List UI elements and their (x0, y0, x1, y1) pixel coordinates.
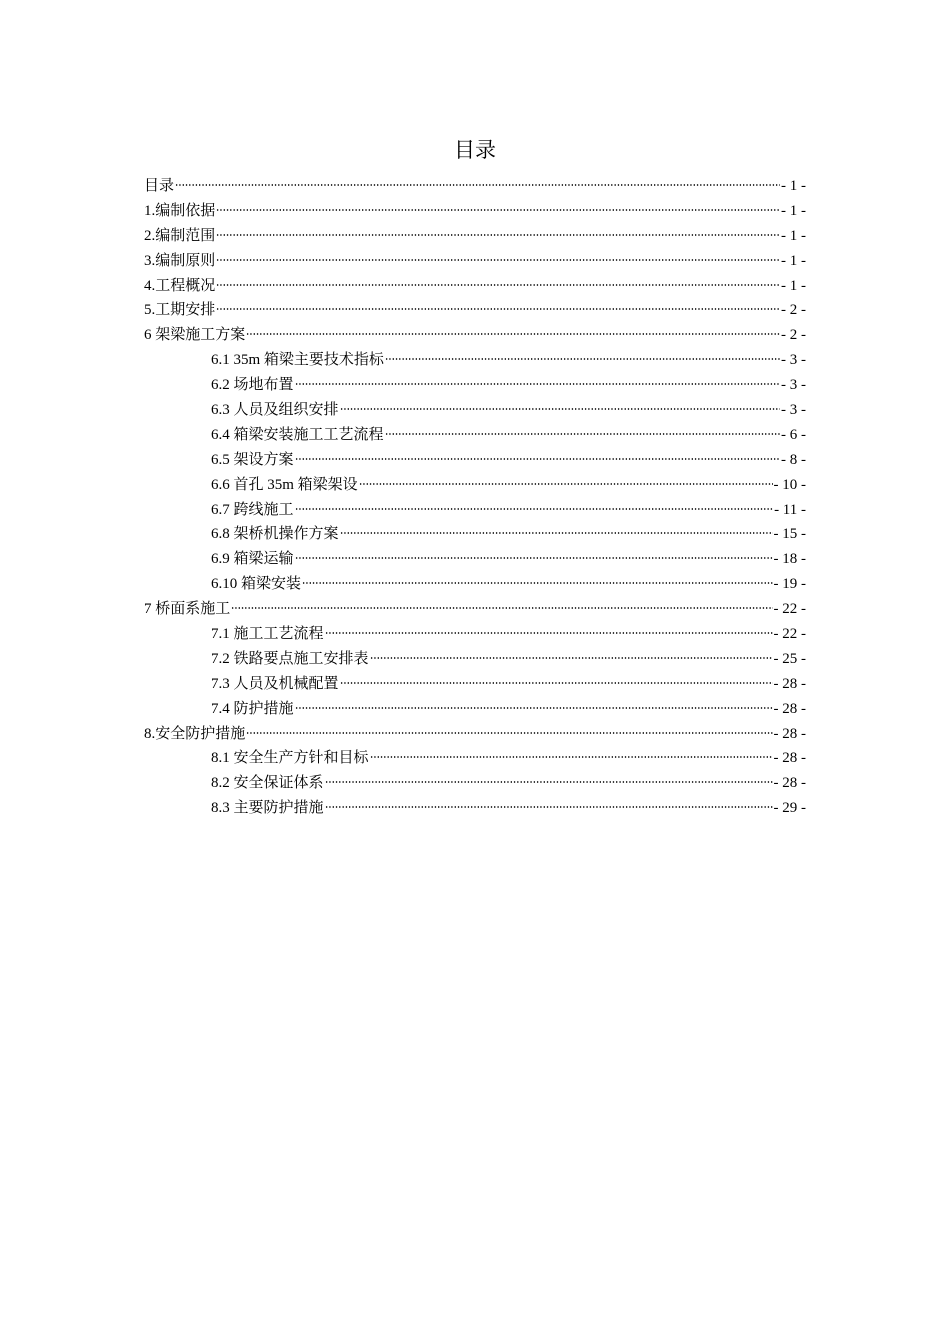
toc-entry-page-number: - 22 - (773, 601, 806, 618)
toc-entry-title: 6.5 架设方案 (211, 451, 294, 468)
dot-leader (216, 208, 780, 212)
toc-entry[interactable] (144, 572, 806, 597)
toc-entry-page-number: - 8 - (781, 451, 806, 468)
toc-entry[interactable] (144, 498, 806, 523)
toc-entry[interactable] (144, 373, 806, 398)
toc-entry-title: 7.3 人员及机械配置 (211, 675, 339, 692)
dot-leader (295, 382, 780, 386)
toc-entry-title: 7 桥面系施工 (144, 601, 231, 618)
toc-title: 目录 (454, 138, 496, 162)
toc-entry-page-number: - 3 - (781, 352, 806, 369)
dot-leader (216, 307, 780, 311)
toc-entry-page-number: - 10 - (773, 476, 806, 493)
dot-leader (302, 581, 772, 585)
toc-entry[interactable] (144, 274, 806, 299)
dot-leader (295, 457, 780, 461)
toc-entry-title: 6 架梁施工方案 (144, 327, 246, 344)
toc-entry-page-number: - 2 - (781, 327, 806, 344)
toc-entry[interactable] (144, 697, 806, 722)
toc-entry-title: 5.工期安排 (144, 302, 216, 319)
toc-entry[interactable] (144, 298, 806, 323)
toc-entry[interactable] (144, 348, 806, 373)
toc-entry-page-number: - 28 - (773, 725, 806, 742)
toc-entry[interactable] (144, 448, 806, 473)
dot-leader (216, 233, 780, 237)
toc-entry-title: 7.4 防护措施 (211, 700, 294, 717)
dot-leader (295, 556, 773, 560)
toc-entry-page-number: - 28 - (773, 750, 806, 767)
toc-entry-title: 6.3 人员及组织安排 (211, 402, 339, 419)
toc-entry-page-number: - 2 - (781, 302, 806, 319)
toc-entry[interactable] (144, 746, 806, 771)
toc-entry[interactable] (144, 473, 806, 498)
toc-entry-page-number: - 1 - (781, 252, 806, 269)
toc-entry-page-number: - 28 - (773, 700, 806, 717)
toc-entry-page-number: - 11 - (774, 501, 806, 518)
dot-leader (359, 482, 773, 486)
toc-entry-title: 8.1 安全生产方针和目标 (211, 750, 369, 767)
toc-entry[interactable] (144, 597, 806, 622)
toc-entry-title: 7.1 施工工艺流程 (211, 626, 324, 643)
toc-entry-title: 6.4 箱梁安装施工工艺流程 (211, 426, 384, 443)
toc-entry[interactable] (144, 199, 806, 224)
dot-leader (385, 432, 780, 436)
toc-entry-title: 4.工程概况 (144, 277, 216, 294)
toc-entry-page-number: - 3 - (781, 377, 806, 394)
toc-entry-title: 8.2 安全保证体系 (211, 775, 324, 792)
toc-entry[interactable] (144, 722, 806, 747)
toc-entry-title: 6.1 35m 箱梁主要技术指标 (211, 352, 384, 369)
toc-entry[interactable] (144, 672, 806, 697)
toc-entry[interactable] (144, 323, 806, 348)
toc-entry-page-number: - 29 - (773, 800, 806, 817)
toc-entry[interactable] (144, 423, 806, 448)
toc-entry-page-number: - 1 - (781, 202, 806, 219)
dot-leader (340, 681, 773, 685)
dot-leader (340, 531, 773, 535)
toc-entry-title: 2.编制范围 (144, 227, 216, 244)
toc-entry-page-number: - 6 - (781, 426, 806, 443)
dot-leader (216, 283, 780, 287)
toc-entry-title: 6.7 跨线施工 (211, 501, 294, 518)
toc-entry[interactable] (144, 771, 806, 796)
dot-leader (295, 706, 773, 710)
toc-entry-page-number: - 22 - (773, 626, 806, 643)
toc-list (144, 174, 806, 821)
toc-entry-title: 1.编制依据 (144, 202, 216, 219)
dot-leader (175, 183, 780, 187)
toc-entry[interactable] (144, 398, 806, 423)
dot-leader (246, 731, 772, 735)
toc-entry[interactable] (144, 174, 806, 199)
toc-entry[interactable] (144, 622, 806, 647)
toc-entry-title: 6.10 箱梁安装 (211, 576, 302, 593)
toc-entry-page-number: - 28 - (773, 675, 806, 692)
toc-entry-title: 6.8 架桥机操作方案 (211, 526, 339, 543)
dot-leader (231, 606, 772, 610)
dot-leader (370, 656, 773, 660)
dot-leader (325, 780, 773, 784)
toc-entry[interactable] (144, 522, 806, 547)
toc-entry-page-number: - 19 - (773, 576, 806, 593)
toc-entry-title: 8.安全防护措施 (144, 725, 246, 742)
toc-entry-title: 6.6 首孔 35m 箱梁架设 (211, 476, 358, 493)
dot-leader (340, 407, 780, 411)
toc-entry-title: 6.9 箱梁运输 (211, 551, 294, 568)
dot-leader (246, 332, 780, 336)
toc-entry-title: 目录 (144, 176, 175, 194)
toc-entry-page-number: - 25 - (773, 650, 806, 667)
toc-entry-page-number: - 28 - (773, 775, 806, 792)
toc-entry-page-number: - 18 - (773, 551, 806, 568)
dot-leader (216, 258, 780, 262)
toc-entry-title: 7.2 铁路要点施工安排表 (211, 650, 369, 667)
toc-entry[interactable] (144, 796, 806, 821)
toc-entry-page-number: - 1 - (781, 178, 806, 194)
toc-entry-page-number: - 1 - (781, 277, 806, 294)
toc-entry-page-number: - 3 - (781, 402, 806, 419)
toc-entry-page-number: - 1 - (781, 227, 806, 244)
toc-entry-page-number: - 15 - (773, 526, 806, 543)
dot-leader (295, 507, 774, 511)
dot-leader (325, 805, 773, 809)
dot-leader (370, 755, 773, 759)
dot-leader (385, 357, 780, 361)
toc-entry-title: 8.3 主要防护措施 (211, 800, 324, 817)
toc-entry[interactable] (144, 249, 806, 274)
toc-entry-title: 3.编制原则 (144, 252, 216, 269)
toc-entry[interactable] (144, 547, 806, 572)
dot-leader (325, 631, 773, 635)
toc-entry[interactable] (144, 647, 806, 672)
toc-entry-title: 6.2 场地布置 (211, 377, 294, 394)
toc-entry[interactable] (144, 224, 806, 249)
